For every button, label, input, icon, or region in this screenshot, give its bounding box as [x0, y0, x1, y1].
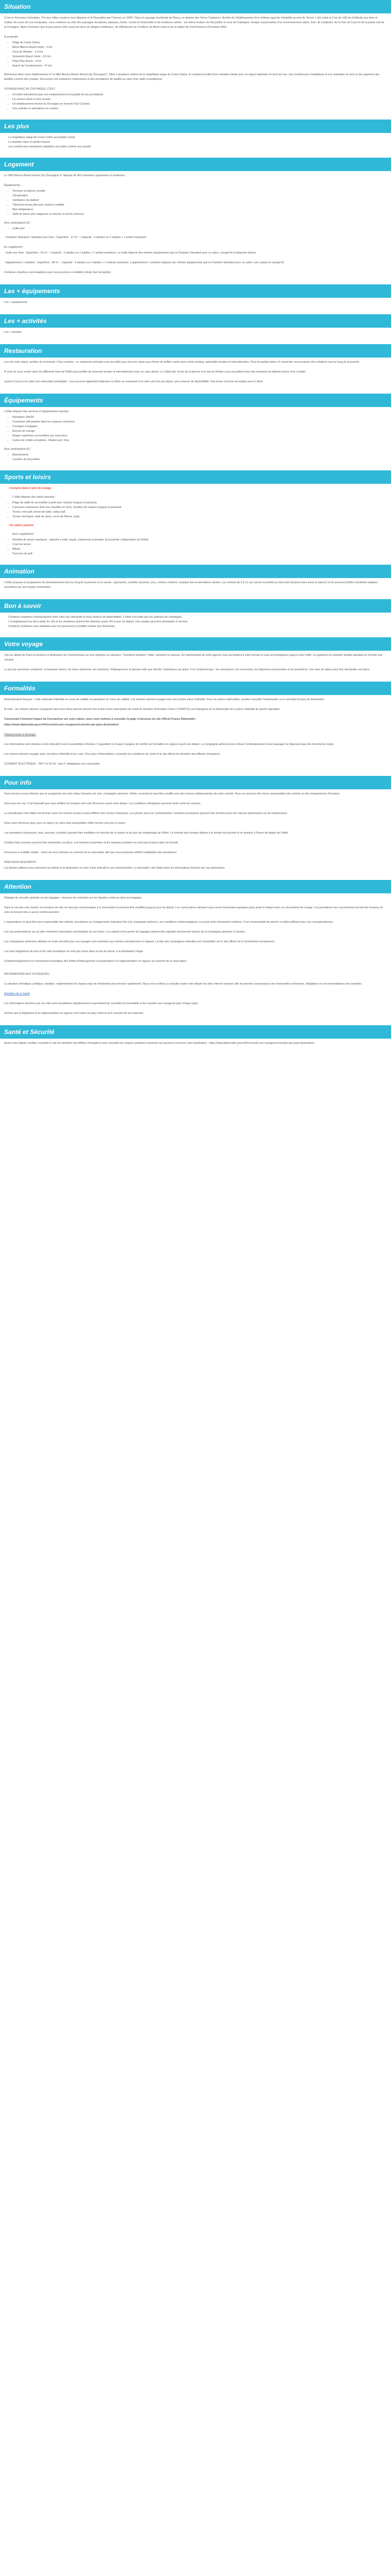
list-item: • Mona Blanca Beach Hotel - 3 km — [12, 45, 387, 50]
section-title-formalites: Formalités — [0, 682, 391, 695]
section-situation — [0, 13, 391, 120]
equipements-list — [4, 415, 387, 443]
attention-p7: Chambres/logement et le mouvement touristique des hôtels d'hébergement correspondent à la réglementation en vigueur au moment de la réservation. — [4, 960, 187, 963]
sports-pay-heading: • En option payante — [8, 524, 34, 527]
list-item: • Airport de Fuerteventura - 47 km — [12, 64, 387, 69]
sports-pay-list — [4, 538, 387, 556]
section-sports — [0, 484, 391, 565]
info-p5: Les prestations (restaurant, bars, piscines, activités) peuvent être modifiées en fonction de la saison et du taux de remplissage de l'hôtel. La formule tout compris débute à la remise du bracelet et se termine à l'heure de départ de l'hôtel. — [4, 832, 289, 835]
fee-heading: Avec participation (€) : — [4, 222, 31, 225]
formalites-courant: COURANT ÉLECTRIQUE : 230 V et 50 Hz. Type F. Adaptateur non nécessaire. — [4, 762, 101, 766]
section-bon-savoir — [0, 613, 391, 637]
formalites-p5: Les informations sont données à titre indicatif et sont susceptibles d'évoluer. Il appartient à chaque voyageur de vérifier les formalités en vigueur avant son départ. La compagnie aérienne peut refuser l'embarquement à tout passager ne disposant pas des documents requis. — [4, 743, 335, 746]
room-standard: - Chambre Standard / Standard sea View : Superficie : 27 m² – Capacité : 3 adultes ou 2 adultes + 1 enfant maximum. — [4, 236, 147, 239]
infos-site[interactable]: Ministère de la Santé — [4, 992, 30, 995]
room-suite: - Suite sea View : Superficie : 52 m² – Capacité : 3 adultes ou 2 adultes + 1 enfant maximum. La Suite dispose des mêmes équipements que la Chambre Standard avec un salon, canapé-lit et baignoire balnéo. — [4, 251, 257, 255]
list-item: • Un service client à votre écoute — [12, 97, 387, 102]
list-item: • Réception 24h/24 — [12, 415, 387, 420]
list-item: • Sotavento Beach Hotel - 3,5 km — [12, 55, 387, 59]
restauration-p1: Lors de votre séjour, profitez de la formule «Tout compris». Le restaurant principal vous accueille pour tous les repas sous forme de buffets variés avec show cooking, spécialités locales et internationales. Pour les petites faims, le snack-bar vous propose des collations tout au long de la journée. — [4, 361, 360, 364]
list-item: • Étages supérieurs accessibles par ascenseur — [12, 434, 387, 438]
list-item: • Coffre-fort — [12, 227, 387, 231]
voyage-p1: Vols au départ de Paris et province à destination de Fuerteventura sur vols réguliers ou spéciaux. Transferts aéroport / hôtel / aéroport en autocar. Un représentant de notre agence vous accueillera à votre arrivée et vous accompagnera jusqu'à votre hôtel. Le logement en chambre double standard en formule tout compris. — [4, 654, 383, 662]
restauration-p3: Jusqu'à 3 jours à la carte (sur réservation préalable) : vous pourrez également déjeuner ou dîner au restaurant à la carte une fois par séjour, sous réserve de disponibilité. Une tenue correcte est exigée pour le dîner. — [4, 380, 264, 383]
attention-p6: Les frais obligatoires de visa et de carte touristique ne sont pas inclus dans le prix du séjour si la destination l'exige. — [4, 950, 144, 953]
list-item: • Terrain omnisport, salle de sport, cours de fitness, yoga — [12, 515, 387, 519]
section-title-animation: Animation — [0, 565, 391, 578]
restauration-p2: À vous de vous rendre dans les différents bars de l'hôtel pour profiter de boissons locales et internationales avec ou sans alcool. Le Lobby bar, le bar de la piscine et le bar du théâtre vous accueillent pour des moments de détente autour d'un cocktail. — [4, 370, 306, 374]
list-item: • Tennis, mini-golf, tennis de table, volley-ball — [12, 510, 387, 515]
equip-heading: Équipements : — [4, 184, 22, 187]
sports-free-list — [4, 501, 387, 519]
attention-p5: Les compagnies aériennes utilisées en toute sécurité pour vos voyages sont soumises aux normes européennes en vigueur. La liste des compagnies interdites est consultable sur le site officiel de la Commission européenne. — [4, 940, 275, 943]
section-logement — [0, 171, 391, 284]
section-title-pour-info: Pour info — [0, 776, 391, 789]
list-item: • Billard — [12, 547, 387, 552]
fee-list — [4, 227, 387, 231]
list-item: • Ventilateur de plafond — [12, 198, 387, 203]
section-title-restauration: Restauration — [0, 344, 391, 358]
around-list — [4, 41, 387, 69]
list-item: L'enregistrement se fait à partir de 14h et les chambres doivent être libérées avant 12h le jour du départ. Une caution peut être demandée à l'arrivée. — [8, 620, 188, 623]
section-title-equipements: Équipements — [0, 394, 391, 407]
voyage-p2: Le prix par personne comprend : le transport aérien, les taxes aériennes, les transferts, l'hébergement, la pension telle que décrite, l'assistance sur place. Il ne comprend pas : les assurances, les excursions, les dépenses personnelles et les pourboires. Une taxe de séjour peut être demandée sur place. — [4, 668, 370, 671]
equipements-intro: L'hôtel dispose des services et équipements suivants : — [4, 410, 70, 413]
section-title-situation: Situation — [0, 0, 391, 13]
list-item: • 5 piscines extérieures dont une chauffée en hiver, bordées de chaises longues et parasols — [12, 505, 387, 510]
sports-free-block — [4, 486, 387, 491]
section-title-sante: Santé et Sécurité — [0, 1025, 391, 1039]
formalites-p3: Concernant l'éventuel impact du Coronavirus sur votre séjour, nous vous invitons à consulter la page ci-dessous du site officiel France Diplomatie : — [4, 718, 197, 721]
list-item: • Court de tennis — [12, 543, 387, 547]
section-title-sports: Sports et loisirs — [0, 470, 391, 484]
list-item: La situation dans un jardin tropical — [8, 141, 50, 144]
precision-text: Les photos utilisées pour présenter les hôtels et la destination ne sont à titre indicatif et non contractuelles. Le descriptif a été établi selon les informations fournies par nos partenaires. — [4, 867, 225, 870]
equipements-plus-text: Les + équipements — [4, 301, 27, 304]
list-item: • Blanchisserie — [12, 453, 387, 457]
list-item: • Télévision écran plat avec chaînes satellite — [12, 203, 387, 208]
list-item: • Connexion wifi gratuite dans les espaces communs — [12, 420, 387, 425]
list-item: • Plage de sable fin accessible à pied avec chaises longues et parasols — [12, 501, 387, 505]
section-activites-plus — [0, 328, 391, 344]
section-votre-voyage — [0, 651, 391, 682]
list-item: • Cartes de crédits acceptées : Mastercard, Visa — [12, 438, 387, 443]
section-animation — [0, 578, 391, 599]
precision-heading: PRÉCISION DESCRIPTIF — [4, 861, 37, 864]
sports-free-heading-label: Compris dans le prix du voyage — [10, 487, 52, 490]
section-restauration — [0, 358, 391, 394]
infos-p3: Sachez que la législation et la réglementation en vigueur sont celles du pays visité et qu'il convient de les respecter. — [4, 1012, 144, 1015]
sports-pay-heading-label: En option payante — [10, 524, 34, 527]
hotel-description: Bienvenue dans notre établissement 4* le SBH Monica Beach Resort (by Ôvoyages*). Situé à quelques mètres de la magnifique plage de Costa Calma, le complexe profite d'une situation idéale pour un séjour balnéaire en bord de mer. Ses nombreuses installations et son animation en font un lieu apprécié des familles comme des couples. Découvrez une ambiance chaleureuse et des prestations de qualité au cœur d'un cadre exceptionnel. — [4, 73, 380, 81]
info-p4: Nous vous informons que, pour ce séjour, les sites sont susceptibles d'être fermés d'un jour à l'autre. — [4, 822, 126, 825]
section-title-logement: Logement — [0, 158, 391, 171]
room-apartment: - Appartement 1 chambre : Superficie : 38 m² – Capacité : 4 adultes ou 2 adultes + 2 enfants maximum. L'appartement 1 chambre dispose des mêmes équipements que la Chambre Standard avec un salon, coin cuisine et canapé-lit. — [4, 261, 285, 264]
sports-free-heading: • Compris dans le prix du voyage — [8, 487, 52, 490]
info-p3: La classification des hôtels est donnée selon les normes locales et peut différer des normes françaises. Les photos sont non contractuelles. Certaines prestations peuvent être fermées pour des raisons saisonnières ou de maintenance. — [4, 812, 288, 815]
equipements-fee-list — [4, 453, 387, 462]
list-item: • Mini-réfrigérateur — [12, 208, 387, 212]
section-pour-info — [0, 789, 391, 880]
section-title-activites-plus: Les + activités — [0, 314, 391, 328]
list-item: • Climatisation — [12, 194, 387, 198]
formalites-p2: À noter : les enfants mineurs voyageant sans leurs deux parents doivent être munis d'une autorisation de sortie du territoire (formulaire Cerfa n°15646*01) accompagnée de la photocopie de la pièce d'identité du parent signataire. — [4, 708, 281, 711]
section-title-equipements-plus: Les + équipements — [0, 284, 391, 298]
list-item: • Parcours de golf — [12, 552, 387, 556]
section-formalites — [0, 695, 391, 776]
list-item: Les nombreuses animations adaptées aux petits comme aux grands — [8, 145, 91, 148]
section-title-bon-savoir: Bon à savoir — [0, 599, 391, 613]
list-item: • Salle de bains avec baignoire ou douche et sèche-cheveux — [12, 212, 387, 217]
section-sante — [0, 1039, 391, 1055]
equipements-fee-heading: Avec participation (€) : — [4, 448, 31, 451]
infos-p2: Les informations données par ces sites sont actualisées régulièrement et permettent de connaître les formalités et les conseils aux voyageurs pour chaque pays. — [4, 1002, 199, 1005]
info-p2: Dans tous les cas, il est impératif que vous vérifiiez les horaires des vols 48 heures avant votre départ. Les conditions climatiques peuvent varier selon les saisons. — [4, 802, 201, 805]
list-item: • Activités de sports nautiques : planche à voile, kayak, catamaran et plongée (à proximité, indépendant de l'hôtel) — [12, 538, 387, 543]
equip-list — [4, 189, 387, 217]
around-heading: À proximité : — [4, 36, 20, 39]
activites-plus-text: Les + activités — [4, 331, 22, 334]
logement-intro: Le SBH Monica Beach Resort (by Ôvoyages) 4* dispose de 409 chambres spacieuses et modernes. — [4, 174, 126, 177]
formalites-url[interactable]: https://www.diplomatie.gouv.fr/fr/conseils-aux-voyageurs/conseils-par-pays-destination/ — [4, 723, 119, 726]
section-title-plus: Les plus — [0, 120, 391, 133]
attention-p1: Réglage de sécurité sanitaire sur les bagages : mesures de restriction sur les liquides contenus dans les bagages. — [4, 896, 142, 900]
animation-text: L'hôtel propose un programme de divertissements tout au long de la journée et en soirée : spectacles, activités sportives, jeux, soirées à thème, musique live et animations variées. Les enfants de 4 à 12 ans seront accueillis au mini-club (horaires fixes selon la saison) où ils pourront profiter d'activités ludiques encadrées par une équipe d'animation. — [4, 581, 378, 589]
attention-p4: Les non-présentations au vol aller entraînent l'annulation automatique du vol retour. Les retards et les pertes de bagages doivent être signalés directement auprès de la compagnie aérienne à l'arrivée. — [4, 930, 246, 934]
list-item: Certaines chambres sont adaptées pour les personnes à mobilité réduite (sur demande). — [8, 625, 116, 628]
list-item: • Des activités et animations en continu — [12, 107, 387, 111]
info-p6: Certains frais annexes peuvent être demandés sur place. Les boissons importées et les marques premium ne sont pas incluses dans la formule. — [4, 841, 179, 844]
list-item: • Location de bicyclettes — [12, 457, 387, 462]
situation-intro: C'est en Pyrénées-Orientales. The aux milles couleurs tous Maynies et le Roussillon par l'Unesco en 2009 ! Dans le paysage occidental de Maury, se déploie des Terres Catalanes. Bordée de l'établissement d'un château agricole réhabilité au sein du Terroir. L'été soleil et 6 km de 130 km d'altitude aux sites et l'utilisé. Au cours de ces escapades, vous croiserez au côté des paysages de plaines, plateaux, forêts, monts et l'immensité et de nombreux arbres : les arbres fruitiers de Roussillon et ceux de Catalogne. Gorges surprenantes d'un environnement calme, frais, de Catalonie, de la Tour de Carol et de la pointe sud de la Cerdagne. Alpes Pyrénées que le jour passe entre aussi les lieux de villages médiévaux, de Villefranche de Conflent, de Mont-Louis et de la station de Font-Romeu à Pyrénées 2000. — [4, 16, 384, 29]
sports-pay-block — [4, 523, 387, 528]
why-list — [4, 93, 387, 111]
list-item: • Zona de Mirador - 2,4 km — [12, 50, 387, 55]
info-p1: Nous tenons à vous informer que le programme de votre séjour (horaires de vols, compagnie aérienne, hôtels, excursions) peut être modifié pour des raisons indépendantes de notre volonté. Nous ne pouvons être tenus responsables des retards ou des changements d'horaires. — [4, 792, 340, 795]
formalites-p6: Les mineurs doivent voyager avec une pièce d'identité à leur nom. Pour plus d'informations, consultez les conditions de vente et le site officiel du ministère des Affaires étrangères. — [4, 753, 221, 756]
sports-free-intro: L'hôtel dispose des loisirs suivants : — [12, 496, 56, 499]
logement-note: Certaines chambres sont adaptées pour les personnes à mobilité réduite (sur demande). — [4, 271, 111, 274]
list-item: • Plage de Costa Calma — [12, 41, 387, 45]
section-attention — [0, 893, 391, 1025]
formalites-link[interactable]: Déplacements à l'étranger — [4, 733, 36, 736]
section-equipements-plus — [0, 298, 391, 314]
bon-savoir-list — [4, 615, 387, 629]
section-plus — [0, 133, 391, 158]
info-p7: Personnes à mobilité réduite : merci de nous informer au moment de la réservation afin que nous puissions vérifier l'adaptation des prestations. — [4, 851, 177, 854]
attention-p2: Dans le cas des vols charter, les horaires de vols ne sont pas communiqués à la réservation et peuvent être modifiés jusqu'au jour du départ. Les convocations aéroport vous seront transmises quelques jours avant le départ avec vos documents de voyage. Les prestations non consommées du fait des horaires de vols ne donnent lieu à aucun remboursement. — [4, 906, 383, 914]
attention-p3: L'organisateur ne peut être tenu responsable des retards, annulations ou changements d'aéroport liés à la compagnie aérienne, aux conditions météorologiques ou à tout autre événement extérieur. Il est recommandé de prévoir un délai suffisant pour vos correspondances. — [4, 921, 334, 924]
formalites-p1: Ressortissants français : carte nationale d'identité en cours de validité ou passeport en cours de validité. Les mineurs doivent voyager avec leur propre pièce d'identité. Pour les autres nationalités, veuillez consulter l'ambassade ou le consulat du pays de destination. — [4, 698, 325, 701]
plus-list — [4, 135, 387, 149]
list-item: • Un établissement rénové by Ôvoyages en formule Tout Compris — [12, 102, 387, 107]
list-item: • Un hôtel sélectionné pour son emplacement et la qualité de ses prestations — [12, 93, 387, 97]
list-item: • Terrasse ou balcon meublé — [12, 189, 387, 194]
sante-p1: Avant votre départ, veuillez consulter le site du ministère des Affaires étrangères pour connaître les risques sanitaires éventuels qui peuvent concerner votre destination : https://www.diplomatie.gouv.fr/fr/conseils-aux-voyageurs/conseils-par-pays-destination/ — [4, 1042, 315, 1045]
list-item: Certaines chambres communiquent entre elles (sur demande et sous réserve de disponibilité). L'hôtel n'accepte pas les animaux de compagnie. — [8, 616, 183, 619]
infos-title: INFORMATIONS AUX VOYAGEURS : — [4, 973, 51, 976]
list-item: • Bureau de change — [12, 429, 387, 434]
section-equipements — [0, 407, 391, 470]
why-heading: VOYAGER AVEC BY ÔVOYAGES, C'EST : — [4, 88, 57, 91]
supp-heading: En supplément : — [4, 246, 24, 249]
section-title-attention: Attention — [0, 880, 391, 893]
list-item: La magnifique plage de Costa Calma accessible à pied — [8, 136, 75, 139]
list-item: • Playa Rey beach - 4 km — [12, 59, 387, 64]
sports-pay-intro: Avec supplément : — [12, 533, 35, 536]
section-title-votre-voyage: Votre voyage — [0, 637, 391, 651]
list-item: • Consigne à bagages — [12, 425, 387, 429]
infos-p1: La situation climatique, politique, sanitaire, réglementaire de chaque pays de destination peut évoluer rapidement. Nous vous invitons à consulter avant votre départ les sites Internet suivants afin de prendre connaissance des éventuelles restrictions, obligations ou recommandations des autorités : — [4, 982, 363, 986]
